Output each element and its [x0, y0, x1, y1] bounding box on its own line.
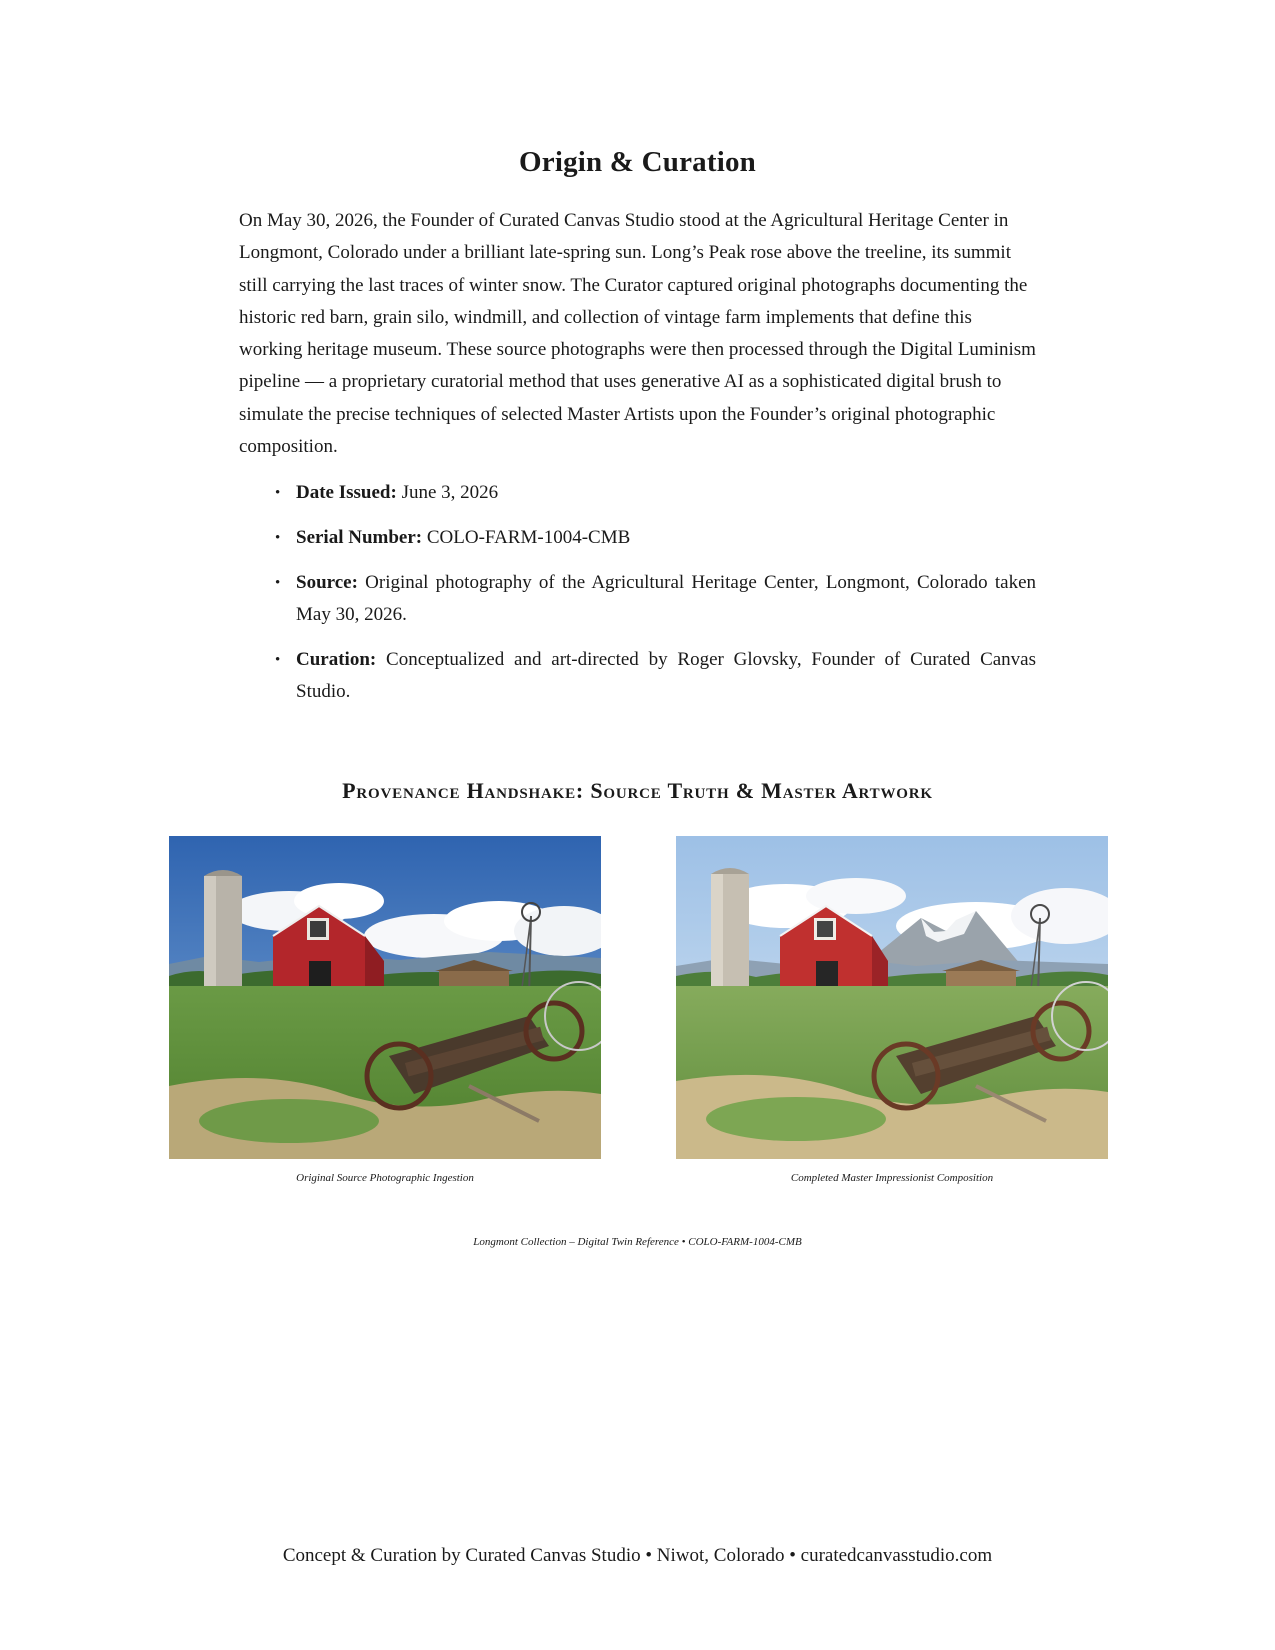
collection-reference: Longmont Collection – Digital Twin Reference • COLO-FARM-1004-CMB [473, 1236, 802, 1248]
source-photograph-image [169, 836, 601, 1159]
bullet-icon: • [275, 485, 281, 501]
provenance-heading: Provenance Handshake: Source Truth & Master Artwork [342, 778, 933, 803]
detail-value: Conceptualized and art-directed by Roger Glovsky, Founder of Curated Canvas Studio. [296, 649, 1037, 702]
detail-value: COLO-FARM-1004-CMB [426, 527, 631, 548]
master-artwork [676, 836, 1108, 1159]
detail-value: June 3, 2026 [401, 482, 499, 503]
bullet-icon: • [275, 575, 281, 591]
detail-value: Original photography of the Agricultural Heritage Center, Longmont, Colorado taken May 30, 2026. [296, 572, 1037, 625]
details-list [275, 477, 1036, 721]
detail-serial-number [275, 522, 1036, 554]
bullet-icon: • [275, 652, 281, 668]
detail-date-issued [275, 477, 1036, 509]
master-artwork-caption: Completed Master Impressionist Composition [790, 1172, 994, 1184]
page-footer: Concept & Curation by Curated Canvas Studio • Niwot, Colorado • curatedcanvasstudio.com [282, 1545, 993, 1566]
detail-source [275, 567, 1036, 631]
detail-curation [275, 644, 1036, 708]
detail-term: Curation: [296, 649, 377, 670]
detail-term: Date Issued: [296, 482, 397, 503]
detail-term: Source: [296, 572, 358, 593]
master-artwork-image [676, 836, 1108, 1159]
page-title: Origin & Curation [518, 146, 756, 178]
intro-paragraph: On May 30, 2026, the Founder of Curated Canvas Studio stood at the Agricultural Heritage Center in Longmont, Colorado under a brilliant late-spring sun. Long’s Peak rose above the treeline, its summit still carrying the last traces of winter snow. The Curator captured original photographs documenting the historic red barn, grain silo, windmill, and collection of vintage farm implements that define this working heritage museum. These source photographs were then processed through the Digital Luminism pipeline — a proprietary curatorial method that uses generative AI as a sophisticated digital brush to simulate the precise techniques of selected Master Artists upon the Founder’s original photographic composition. [239, 210, 1036, 458]
source-photograph-caption: Original Source Photographic Ingestion [296, 1172, 474, 1184]
detail-term: Serial Number: [296, 527, 423, 548]
source-photograph [169, 836, 601, 1159]
bullet-icon: • [275, 530, 281, 546]
